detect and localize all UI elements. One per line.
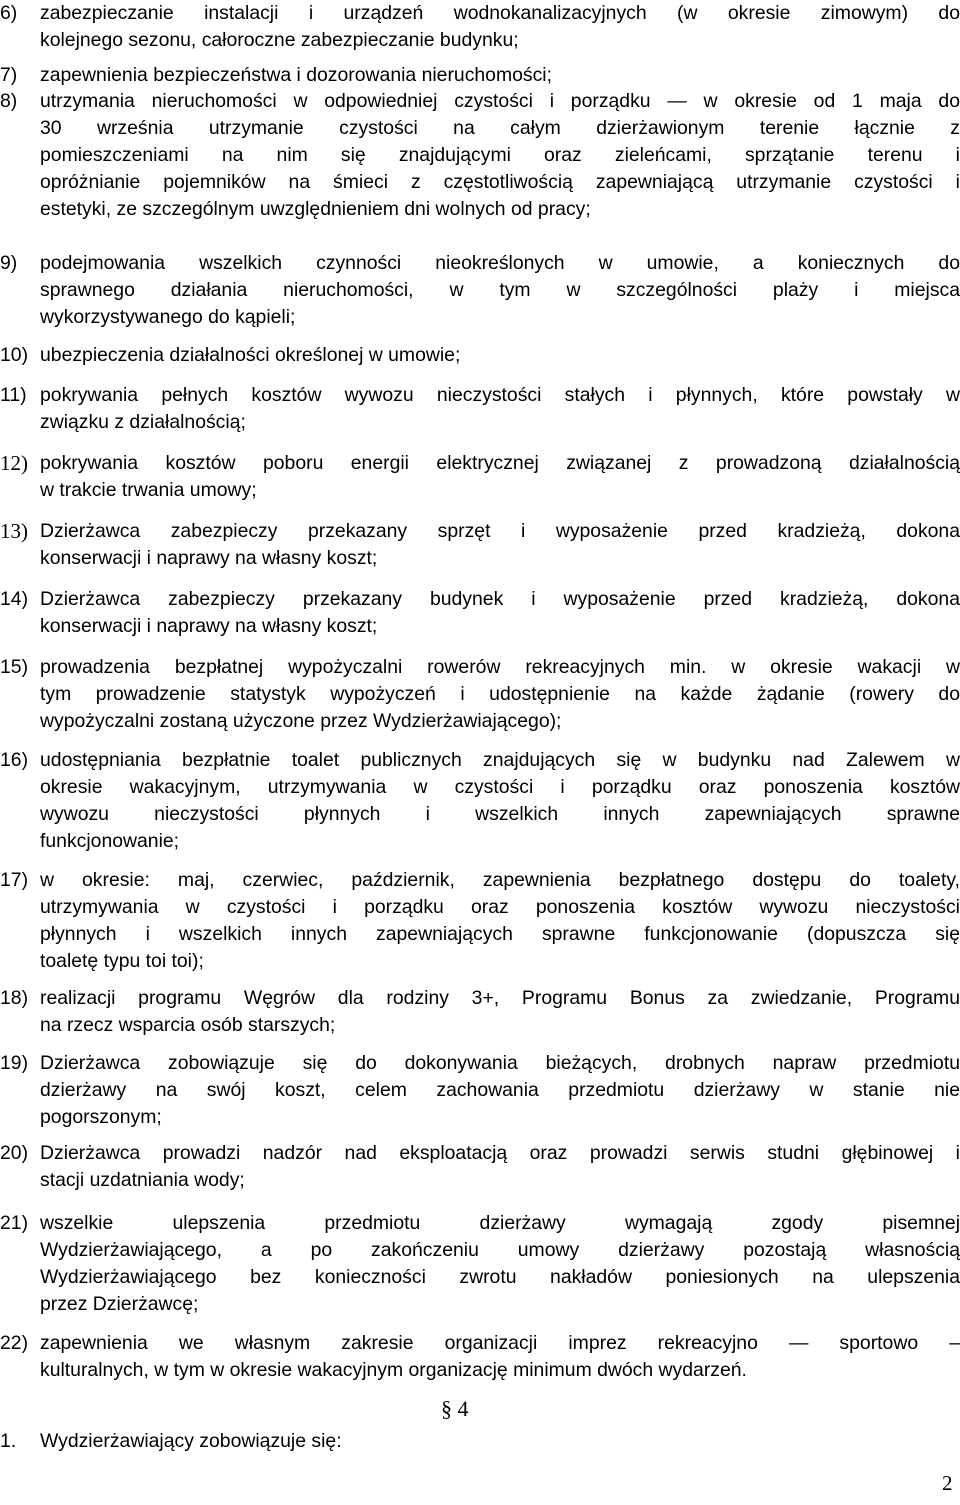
text-line: w trakcie trwania umowy;	[40, 479, 257, 501]
list-item	[0, 1050, 960, 1131]
text-line: Dzierżawca zabezpieczy przekazany sprzęt i wyposażenie przed kradzieżą, dokona	[40, 520, 960, 542]
text-line: przez Dzierżawcę;	[40, 1293, 199, 1315]
text-line: wszelkie ulepszenia przedmiotu dzierżawy wymagają zgody pisemnej	[40, 1212, 960, 1234]
text-line: pomieszczeniami na nim się znajdującymi oraz zieleńcami, sprzątanie terenu i	[40, 144, 960, 166]
list-item	[0, 0, 960, 54]
list-item-text	[40, 518, 960, 572]
list-item-text	[40, 88, 960, 223]
list-item-text	[40, 62, 960, 89]
text-line: Wydzierżawiającego, a po zakończeniu umowy dzierżawy pozostają własnością	[40, 1239, 960, 1261]
text-line: wypożyczalni zostaną użyczone przez Wydzierżawiającego);	[40, 710, 562, 732]
list-item-number: 13)	[0, 519, 28, 543]
list-item-number: 15)	[0, 656, 29, 678]
list-item-text	[40, 0, 960, 54]
list-item	[0, 1330, 960, 1384]
list-item-text	[40, 382, 960, 436]
list-item-number: 11)	[0, 384, 27, 406]
list-item-text	[40, 654, 960, 735]
text-line: prowadzenia bezpłatnej wypożyczalni rowerów rekreacyjnych min. w okresie wakacji w	[40, 656, 960, 678]
list-item	[0, 450, 960, 504]
text-line: estetyki, ze szczególnym uwzględnieniem dni wolnych od pracy;	[40, 198, 591, 220]
list-item-number: 7)	[0, 64, 18, 86]
list-item-number: 8)	[0, 90, 18, 112]
text-line: Dzierżawca prowadzi nadzór nad eksploatacją oraz prowadzi serwis studni głębinowej i	[40, 1142, 960, 1164]
list-item-number: 16)	[0, 749, 29, 771]
section-heading: § 4	[441, 1396, 469, 1421]
text-line: zapewnienia bezpieczeństwa i dozorowania nieruchomości;	[40, 64, 552, 86]
list-item-text	[40, 342, 960, 369]
text-line: 30 września utrzymanie czystości na całym dzierżawionym terenie łącznie z	[40, 117, 960, 139]
list-item	[0, 88, 960, 223]
text-line: utrzymywania w czystości i porządku oraz ponoszenia kosztów wywozu nieczystości	[40, 896, 960, 918]
page-number: 2	[942, 1471, 953, 1495]
text-line: sprawnego działania nieruchomości, w tym w szczególności plaży i miejsca	[40, 279, 960, 301]
list-item-number: 6)	[0, 2, 18, 24]
list-item-number: 21)	[0, 1212, 29, 1234]
text-line: pokrywania pełnych kosztów wywozu nieczystości stałych i płynnych, które powstały w	[40, 384, 960, 406]
text-line: konserwacji i naprawy na własny koszt;	[40, 547, 378, 569]
list-item	[0, 867, 960, 975]
list-item	[0, 250, 960, 331]
list-item-number: 9)	[0, 252, 18, 274]
text-line: okresie wakacyjnym, utrzymywania w czystości i porządku oraz ponoszenia kosztów	[40, 776, 960, 798]
text-line: stacji uzdatniania wody;	[40, 1169, 245, 1191]
text-line: Dzierżawca zobowiązuje się do dokonywania bieżących, drobnych napraw przedmiotu	[40, 1052, 960, 1074]
list-item-text	[40, 985, 960, 1039]
list-item-number: 22)	[0, 1332, 29, 1354]
list-item-number: 12)	[0, 451, 28, 475]
list-item	[0, 1140, 960, 1194]
list-item-text	[40, 1050, 960, 1131]
text-line: funkcjonowanie;	[40, 830, 180, 852]
list-item	[0, 654, 960, 735]
sub-item	[0, 1428, 342, 1455]
text-line: ubezpieczenia działalności określonej w umowie;	[40, 344, 461, 366]
text-line: utrzymania nieruchomości w odpowiedniej czystości i porządku — w okresie od 1 maja do	[40, 90, 960, 112]
text-line: płynnych i wszelkich innych zapewniających sprawne funkcjonowanie (dopuszcza się	[40, 923, 960, 945]
list-item-number: 10)	[0, 344, 29, 366]
text-line: realizacji programu Węgrów dla rodziny 3+, Programu Bonus za zwiedzanie, Programu	[40, 987, 960, 1009]
text-line: związku z działalnością;	[40, 411, 246, 433]
list-item	[0, 342, 960, 369]
list-item-text	[40, 1140, 960, 1194]
list-item-text	[40, 586, 960, 640]
text-line: opróżnianie pojemników na śmieci z częstotliwością zapewniającą utrzymanie czystości i	[40, 171, 960, 193]
list-item	[0, 382, 960, 436]
list-item-text	[40, 747, 960, 855]
list-item-text	[40, 867, 960, 975]
text-line: toaletę typu toi toi);	[40, 950, 204, 972]
text-line: zapewnienia we własnym zakresie organizacji imprez rekreacyjno — sportowo –	[40, 1332, 960, 1354]
list-item-text	[40, 450, 960, 504]
list-item-text	[40, 1210, 960, 1318]
text-line: wywozu nieczystości płynnych i wszelkich innych zapewniających sprawne	[40, 803, 960, 825]
list-item-number: 18)	[0, 987, 29, 1009]
text-line: na rzecz wsparcia osób starszych;	[40, 1014, 336, 1036]
text-line: podejmowania wszelkich czynności nieokreślonych w umowie, a koniecznych do	[40, 252, 960, 274]
list-item-number: 14)	[0, 588, 29, 610]
text-line: konserwacji i naprawy na własny koszt;	[40, 615, 378, 637]
text-line: pokrywania kosztów poboru energii elektrycznej związanej z prowadzoną działalnością	[40, 452, 960, 474]
list-item-text	[40, 1330, 960, 1384]
text-line: dzierżawy na swój koszt, celem zachowania przedmiotu dzierżawy w stanie nie	[40, 1079, 960, 1101]
text-line: tym prowadzenie statystyk wypożyczeń i udostępnienie na każde żądanie (rowery do	[40, 683, 960, 705]
list-item-number: 19)	[0, 1052, 29, 1074]
list-item-number: 17)	[0, 869, 29, 891]
sub-item-text: Wydzierżawiający zobowiązuje się:	[40, 1430, 342, 1452]
text-line: Dzierżawca zabezpieczy przekazany budynek i wyposażenie przed kradzieżą, dokona	[40, 588, 960, 610]
list-item	[0, 62, 960, 89]
text-line: pogorszonym;	[40, 1106, 162, 1128]
text-line: zabezpieczanie instalacji i urządzeń wodnokanalizacyjnych (w okresie zimowym) do	[40, 2, 960, 24]
text-line: udostępniania bezpłatnie toalet publicznych znajdujących się w budynku nad Zalewem w	[40, 749, 960, 771]
text-line: Wydzierżawiającego bez konieczności zwrotu nakładów poniesionych na ulepszenia	[40, 1266, 960, 1288]
text-line: kolejnego sezonu, całoroczne zabezpieczanie budynku;	[40, 29, 519, 51]
text-line: w okresie: maj, czerwiec, październik, zapewnienia bezpłatnego dostępu do toalety,	[40, 869, 960, 891]
text-line: kulturalnych, w tym w okresie wakacyjnym organizację minimum dwóch wydarzeń.	[40, 1359, 747, 1381]
list-item-text	[40, 250, 960, 331]
list-item	[0, 747, 960, 855]
list-item	[0, 1210, 960, 1318]
sub-item-number: 1.	[0, 1430, 17, 1452]
text-line: wykorzystywanego do kąpieli;	[40, 306, 296, 328]
list-item-number: 20)	[0, 1142, 29, 1164]
list-item	[0, 985, 960, 1039]
list-item	[0, 518, 960, 572]
list-item	[0, 586, 960, 640]
